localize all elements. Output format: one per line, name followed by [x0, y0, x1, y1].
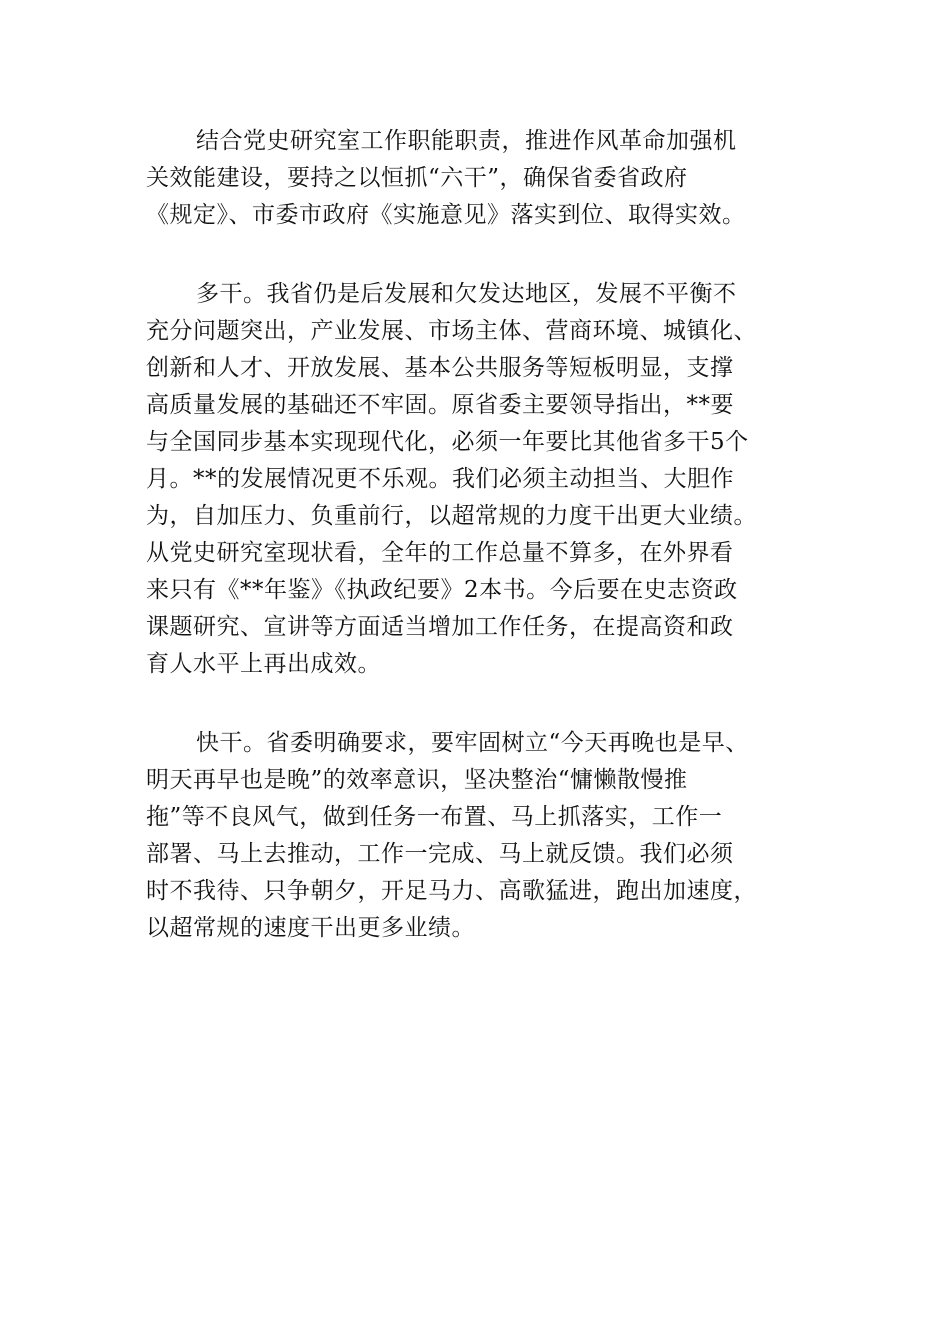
paragraph-kuai-gan	[146, 725, 826, 947]
text-line: 充分问题突出，产业发展、市场主体、营商环境、城镇化、	[146, 318, 757, 344]
paragraph-intro	[146, 123, 826, 234]
text-line: 课题研究、宣讲等方面适当增加工作任务，在提高资和政	[146, 614, 734, 640]
text-line: 以超常规的速度干出更多业绩。	[146, 915, 475, 941]
text-line: 部署、马上去推动，工作一完成、马上就反馈。我们必须	[146, 841, 734, 867]
text-line: 育人水平上再出成效。	[146, 651, 381, 677]
text-line: 明天再早也是晚”的效率意识，坚决整治“慵懒散慢推	[146, 767, 688, 793]
document-body	[146, 123, 826, 989]
text-line: 为，自加压力、负重前行，以超常规的力度干出更大业绩。	[146, 503, 757, 529]
text-line: 《规定》、市委市政府《实施意见》落实到位、取得实效。	[146, 202, 746, 228]
text-line: 来只有《**年鉴》《执政纪要》2本书。今后要在史志资政	[146, 577, 738, 603]
text-line: 多干。我省仍是后发展和欠发达地区，发展不平衡不	[196, 281, 737, 307]
text-line: 时不我待、只争朝夕，开足马力、高歌猛进，跑出加速度，	[146, 878, 757, 904]
text-line: 结合党史研究室工作职能职责，推进作风革命加强机	[196, 128, 737, 154]
text-line: 关效能建设，要持之以恒抓“六干”，确保省委省政府	[146, 165, 688, 191]
text-line: 月。**的发展情况更不乐观。我们必须主动担当、大胆作	[146, 466, 734, 492]
text-line: 快干。省委明确要求，要牢固树立“今天再晚也是早、	[196, 730, 749, 756]
text-line: 高质量发展的基础还不牢固。原省委主要领导指出，**要	[146, 392, 734, 418]
text-line: 与全国同步基本实现现代化，必须一年要比其他省多干5个	[146, 429, 749, 455]
text-line: 拖”等不良风气，做到任务一布置、马上抓落实，工作一	[146, 804, 723, 830]
text-line: 从党史研究室现状看，全年的工作总量不算多，在外界看	[146, 540, 734, 566]
text-line: 创新和人才、开放发展、基本公共服务等短板明显，支撑	[146, 355, 734, 381]
paragraph-duo-gan	[146, 276, 826, 683]
